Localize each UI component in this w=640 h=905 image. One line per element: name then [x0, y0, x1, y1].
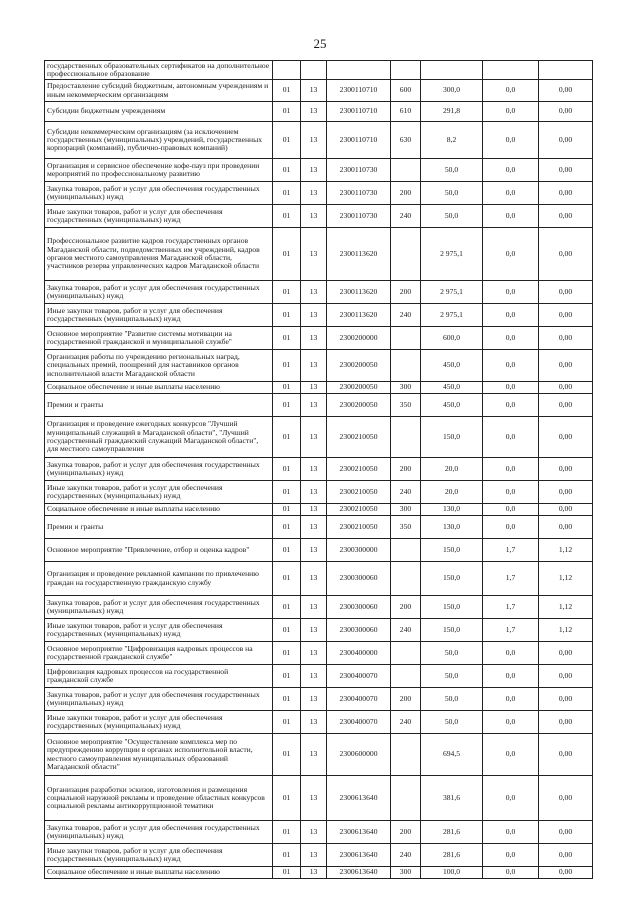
target-article-cell: 2300613640 — [327, 821, 391, 844]
amount-cell: 2 975,1 — [421, 281, 483, 304]
section-code-cell: 01 — [273, 458, 301, 481]
table-row — [45, 182, 593, 205]
subsection-code-cell: 13 — [301, 304, 327, 327]
amount-cell-2: 0,0 — [483, 734, 539, 776]
target-article-cell: 2300300000 — [327, 539, 391, 562]
table-row — [45, 228, 593, 281]
target-article-cell: 2300113620 — [327, 304, 391, 327]
section-code-cell: 01 — [273, 688, 301, 711]
subsection-code-cell: 13 — [301, 821, 327, 844]
section-code-cell: 01 — [273, 80, 301, 102]
amount-cell-2: 0,0 — [483, 102, 539, 122]
section-code-cell: 01 — [273, 596, 301, 619]
row-name-cell: Основное мероприятие "Развитие системы мотивации на государственной гражданской и муниципальной службе" — [45, 327, 273, 350]
target-article-cell: 2300300060 — [327, 596, 391, 619]
row-name-cell: Организация работы по учреждению региональных наград, специальных премий, поощрений для наставников органов исполнительной власти Магаданской области — [45, 350, 273, 382]
expense-type-cell — [391, 159, 421, 182]
target-article-cell: 2300613640 — [327, 867, 391, 879]
amount-cell: 450,0 — [421, 394, 483, 417]
row-name-cell: Закупка товаров, работ и услуг для обеспечения государственных (муниципальных) нужд — [45, 182, 273, 205]
amount-cell: 381,6 — [421, 776, 483, 821]
target-article-cell: 2300113620 — [327, 228, 391, 281]
amount-cell-2: 0,0 — [483, 711, 539, 734]
expense-type-cell — [391, 228, 421, 281]
expense-type-cell: 240 — [391, 304, 421, 327]
amount-cell-3: 1,12 — [539, 539, 593, 562]
row-name-cell: Социальное обеспечение и иные выплаты населению — [45, 867, 273, 879]
expense-type-cell: 600 — [391, 80, 421, 102]
table-row — [45, 711, 593, 734]
section-code-cell: 01 — [273, 228, 301, 281]
amount-cell-3: 0,00 — [539, 205, 593, 228]
table-row — [45, 327, 593, 350]
amount-cell-2: 0,0 — [483, 350, 539, 382]
amount-cell: 291,8 — [421, 102, 483, 122]
table-row — [45, 844, 593, 867]
amount-cell: 50,0 — [421, 642, 483, 665]
section-code-cell: 01 — [273, 539, 301, 562]
target-article-cell: 2300613640 — [327, 844, 391, 867]
expense-type-cell: 240 — [391, 619, 421, 642]
target-article-cell: 2300613640 — [327, 776, 391, 821]
amount-cell-2: 0,0 — [483, 394, 539, 417]
expense-type-cell — [391, 642, 421, 665]
amount-cell: 281,6 — [421, 844, 483, 867]
amount-cell: 130,0 — [421, 504, 483, 516]
row-name-cell: Организация и проведение рекламной кампании по привлечению граждан на государственную гражданскую службу — [45, 562, 273, 596]
amount-cell-3: 0,00 — [539, 417, 593, 458]
table-row — [45, 619, 593, 642]
row-name-cell: Субсидии бюджетным учреждениям — [45, 102, 273, 122]
row-name-cell: Социальное обеспечение и иные выплаты населению — [45, 504, 273, 516]
target-article-cell: 2300110710 — [327, 80, 391, 102]
row-name-cell: Основное мероприятие "Привлечение, отбор и оценка кадров" — [45, 539, 273, 562]
amount-cell: 450,0 — [421, 350, 483, 382]
amount-cell-2: 0,0 — [483, 382, 539, 394]
target-article-cell: 2300200050 — [327, 394, 391, 417]
row-name-cell: государственных образовательных сертификатов на дополнительное профессиональное образование — [45, 61, 273, 80]
amount-cell: 50,0 — [421, 711, 483, 734]
section-code-cell: 01 — [273, 665, 301, 688]
subsection-code-cell: 13 — [301, 159, 327, 182]
table-row — [45, 61, 593, 80]
subsection-code-cell: 13 — [301, 516, 327, 539]
amount-cell-2: 1,7 — [483, 562, 539, 596]
expense-type-cell — [391, 327, 421, 350]
amount-cell-2: 0,0 — [483, 776, 539, 821]
expense-type-cell: 630 — [391, 122, 421, 159]
subsection-code-cell: 13 — [301, 80, 327, 102]
section-code-cell: 01 — [273, 821, 301, 844]
amount-cell-3: 0,00 — [539, 350, 593, 382]
expense-type-cell: 300 — [391, 382, 421, 394]
subsection-code-cell: 13 — [301, 504, 327, 516]
amount-cell-2: 0,0 — [483, 481, 539, 504]
amount-cell: 50,0 — [421, 182, 483, 205]
amount-cell: 2 975,1 — [421, 228, 483, 281]
amount-cell-3: 0,00 — [539, 394, 593, 417]
budget-table-body — [45, 61, 593, 879]
target-article-cell: 2300110730 — [327, 205, 391, 228]
expense-type-cell — [391, 562, 421, 596]
row-name-cell: Организация разработки эскизов, изготовления и размещения социальной наружной рекламы и проведение областных конкурсов социальной рекламы антикоррупционной тематики — [45, 776, 273, 821]
amount-cell-3: 0,00 — [539, 382, 593, 394]
amount-cell-3: 0,00 — [539, 122, 593, 159]
table-row — [45, 642, 593, 665]
amount-cell: 600,0 — [421, 327, 483, 350]
budget-table — [44, 60, 593, 879]
table-row — [45, 304, 593, 327]
amount-cell-3: 0,00 — [539, 159, 593, 182]
amount-cell-3: 0,00 — [539, 327, 593, 350]
amount-cell: 20,0 — [421, 458, 483, 481]
expense-type-cell: 200 — [391, 281, 421, 304]
amount-cell-3: 0,00 — [539, 281, 593, 304]
amount-cell-2: 0,0 — [483, 642, 539, 665]
amount-cell-3: 0,00 — [539, 516, 593, 539]
target-article-cell: 2300110730 — [327, 182, 391, 205]
row-name-cell: Предоставление субсидий бюджетным, автономным учреждениям и иным некоммерческим организациям — [45, 80, 273, 102]
amount-cell: 2 975,1 — [421, 304, 483, 327]
amount-cell-2: 0,0 — [483, 665, 539, 688]
budget-table-container — [44, 60, 592, 879]
amount-cell-3: 0,00 — [539, 80, 593, 102]
table-row — [45, 102, 593, 122]
subsection-code-cell: 13 — [301, 281, 327, 304]
row-name-cell: Закупка товаров, работ и услуг для обеспечения государственных (муниципальных) нужд — [45, 688, 273, 711]
expense-type-cell — [391, 776, 421, 821]
row-name-cell: Иные закупки товаров, работ и услуг для обеспечения государственных (муниципальных) нужд — [45, 844, 273, 867]
amount-cell-3 — [539, 61, 593, 80]
table-row — [45, 394, 593, 417]
section-code-cell: 01 — [273, 776, 301, 821]
subsection-code-cell: 13 — [301, 665, 327, 688]
subsection-code-cell: 13 — [301, 102, 327, 122]
expense-type-cell: 240 — [391, 711, 421, 734]
expense-type-cell: 240 — [391, 205, 421, 228]
amount-cell-3: 1,12 — [539, 562, 593, 596]
amount-cell-2: 0,0 — [483, 182, 539, 205]
row-name-cell: Иные закупки товаров, работ и услуг для обеспечения государственных (муниципальных) нужд — [45, 619, 273, 642]
row-name-cell: Цифровизация кадровых процессов на государственной гражданской службе — [45, 665, 273, 688]
expense-type-cell — [391, 734, 421, 776]
subsection-code-cell: 13 — [301, 122, 327, 159]
amount-cell: 281,6 — [421, 821, 483, 844]
amount-cell-2: 0,0 — [483, 281, 539, 304]
amount-cell-2 — [483, 61, 539, 80]
amount-cell-3: 1,12 — [539, 619, 593, 642]
amount-cell-3: 0,00 — [539, 734, 593, 776]
section-code-cell: 01 — [273, 642, 301, 665]
row-name-cell: Премии и гранты — [45, 394, 273, 417]
amount-cell — [421, 61, 483, 80]
amount-cell-3: 0,00 — [539, 688, 593, 711]
subsection-code-cell: 13 — [301, 327, 327, 350]
table-row — [45, 458, 593, 481]
section-code-cell: 01 — [273, 122, 301, 159]
amount-cell: 50,0 — [421, 205, 483, 228]
subsection-code-cell: 13 — [301, 844, 327, 867]
table-row — [45, 596, 593, 619]
section-code-cell: 01 — [273, 394, 301, 417]
target-article-cell: 2300400070 — [327, 711, 391, 734]
section-code-cell: 01 — [273, 327, 301, 350]
amount-cell-2: 0,0 — [483, 504, 539, 516]
section-code-cell: 01 — [273, 417, 301, 458]
row-name-cell: Закупка товаров, работ и услуг для обеспечения государственных (муниципальных) нужд — [45, 596, 273, 619]
amount-cell-3: 0,00 — [539, 304, 593, 327]
amount-cell-2: 0,0 — [483, 122, 539, 159]
target-article-cell — [327, 61, 391, 80]
amount-cell-2: 0,0 — [483, 205, 539, 228]
expense-type-cell: 200 — [391, 182, 421, 205]
section-code-cell: 01 — [273, 562, 301, 596]
amount-cell-2: 0,0 — [483, 228, 539, 281]
row-name-cell: Иные закупки товаров, работ и услуг для обеспечения государственных (муниципальных) нужд — [45, 711, 273, 734]
amount-cell: 50,0 — [421, 688, 483, 711]
amount-cell: 100,0 — [421, 867, 483, 879]
section-code-cell: 01 — [273, 504, 301, 516]
amount-cell-3: 0,00 — [539, 102, 593, 122]
row-name-cell: Иные закупки товаров, работ и услуг для обеспечения государственных (муниципальных) нужд — [45, 304, 273, 327]
amount-cell: 50,0 — [421, 665, 483, 688]
amount-cell-2: 0,0 — [483, 417, 539, 458]
expense-type-cell: 350 — [391, 516, 421, 539]
subsection-code-cell: 13 — [301, 382, 327, 394]
subsection-code-cell: 13 — [301, 205, 327, 228]
amount-cell-3: 0,00 — [539, 481, 593, 504]
table-row — [45, 504, 593, 516]
section-code-cell: 01 — [273, 350, 301, 382]
subsection-code-cell: 13 — [301, 688, 327, 711]
subsection-code-cell: 13 — [301, 867, 327, 879]
expense-type-cell — [391, 61, 421, 80]
amount-cell-2: 0,0 — [483, 821, 539, 844]
expense-type-cell: 200 — [391, 821, 421, 844]
target-article-cell: 2300110730 — [327, 159, 391, 182]
amount-cell-3: 0,00 — [539, 504, 593, 516]
table-row — [45, 734, 593, 776]
amount-cell-2: 0,0 — [483, 159, 539, 182]
amount-cell-2: 0,0 — [483, 688, 539, 711]
table-row — [45, 159, 593, 182]
table-row — [45, 382, 593, 394]
amount-cell-2: 0,0 — [483, 516, 539, 539]
amount-cell: 50,0 — [421, 159, 483, 182]
target-article-cell: 2300200050 — [327, 350, 391, 382]
section-code-cell: 01 — [273, 734, 301, 776]
subsection-code-cell: 13 — [301, 458, 327, 481]
amount-cell-3: 0,00 — [539, 867, 593, 879]
section-code-cell: 01 — [273, 844, 301, 867]
target-article-cell: 2300200000 — [327, 327, 391, 350]
section-code-cell: 01 — [273, 619, 301, 642]
amount-cell-3: 0,00 — [539, 458, 593, 481]
section-code-cell: 01 — [273, 205, 301, 228]
amount-cell-2: 0,0 — [483, 458, 539, 481]
target-article-cell: 2300210050 — [327, 516, 391, 539]
row-name-cell: Основное мероприятие "Цифровизация кадровых процессов на государственной гражданской службе" — [45, 642, 273, 665]
table-row — [45, 80, 593, 102]
table-row — [45, 688, 593, 711]
row-name-cell: Субсидии некоммерческим организациям (за исключением государственных (муниципальных) учреждений, государственных корпораций (компаний), публично-правовых компаний) — [45, 122, 273, 159]
amount-cell-2: 0,0 — [483, 867, 539, 879]
table-row — [45, 776, 593, 821]
table-row — [45, 417, 593, 458]
subsection-code-cell: 13 — [301, 734, 327, 776]
target-article-cell: 2300210050 — [327, 417, 391, 458]
section-code-cell: 01 — [273, 304, 301, 327]
expense-type-cell — [391, 539, 421, 562]
expense-type-cell: 610 — [391, 102, 421, 122]
expense-type-cell: 240 — [391, 481, 421, 504]
amount-cell-2: 1,7 — [483, 539, 539, 562]
amount-cell-3: 0,00 — [539, 228, 593, 281]
target-article-cell: 2300300060 — [327, 619, 391, 642]
amount-cell-2: 0,0 — [483, 80, 539, 102]
amount-cell-2: 0,0 — [483, 304, 539, 327]
table-row — [45, 562, 593, 596]
section-code-cell: 01 — [273, 159, 301, 182]
amount-cell-3: 1,12 — [539, 596, 593, 619]
table-row — [45, 821, 593, 844]
amount-cell: 694,5 — [421, 734, 483, 776]
expense-type-cell: 300 — [391, 504, 421, 516]
target-article-cell: 2300210050 — [327, 458, 391, 481]
subsection-code-cell: 13 — [301, 619, 327, 642]
amount-cell: 300,0 — [421, 80, 483, 102]
table-row — [45, 281, 593, 304]
section-code-cell: 01 — [273, 516, 301, 539]
amount-cell: 20,0 — [421, 481, 483, 504]
subsection-code-cell: 13 — [301, 562, 327, 596]
subsection-code-cell: 13 — [301, 539, 327, 562]
target-article-cell: 2300400070 — [327, 688, 391, 711]
section-code-cell — [273, 61, 301, 80]
section-code-cell: 01 — [273, 481, 301, 504]
amount-cell-3: 0,00 — [539, 665, 593, 688]
target-article-cell: 2300200050 — [327, 382, 391, 394]
row-name-cell: Закупка товаров, работ и услуг для обеспечения государственных (муниципальных) нужд — [45, 821, 273, 844]
row-name-cell: Закупка товаров, работ и услуг для обеспечения государственных (муниципальных) нужд — [45, 281, 273, 304]
expense-type-cell: 300 — [391, 867, 421, 879]
amount-cell-2: 0,0 — [483, 327, 539, 350]
target-article-cell: 2300113620 — [327, 281, 391, 304]
amount-cell-3: 0,00 — [539, 844, 593, 867]
target-article-cell: 2300400070 — [327, 665, 391, 688]
table-row — [45, 665, 593, 688]
amount-cell-2: 0,0 — [483, 844, 539, 867]
subsection-code-cell: 13 — [301, 481, 327, 504]
row-name-cell: Профессиональное развитие кадров государственных органов Магаданской области, подведомственных им учреждений, кадров органов местного самоуправления Магаданской области, участников резерва управленческих кадров Магаданской области — [45, 228, 273, 281]
section-code-cell: 01 — [273, 711, 301, 734]
subsection-code-cell: 13 — [301, 394, 327, 417]
amount-cell: 450,0 — [421, 382, 483, 394]
section-code-cell: 01 — [273, 867, 301, 879]
expense-type-cell: 350 — [391, 394, 421, 417]
amount-cell: 150,0 — [421, 539, 483, 562]
table-row — [45, 516, 593, 539]
row-name-cell: Иные закупки товаров, работ и услуг для обеспечения государственных (муниципальных) нужд — [45, 205, 273, 228]
target-article-cell: 2300400000 — [327, 642, 391, 665]
row-name-cell: Социальное обеспечение и иные выплаты населению — [45, 382, 273, 394]
target-article-cell: 2300210050 — [327, 481, 391, 504]
amount-cell: 150,0 — [421, 562, 483, 596]
row-name-cell: Организация и проведение ежегодных конкурсов "Лучший муниципальный служащий в Магаданской области", "Лучший государственный гражданский служащий Магаданской области", для местного самоуправления — [45, 417, 273, 458]
table-row — [45, 481, 593, 504]
expense-type-cell — [391, 350, 421, 382]
target-article-cell: 2300110710 — [327, 122, 391, 159]
table-row — [45, 539, 593, 562]
expense-type-cell — [391, 665, 421, 688]
subsection-code-cell: 13 — [301, 182, 327, 205]
amount-cell-2: 1,7 — [483, 596, 539, 619]
row-name-cell: Закупка товаров, работ и услуг для обеспечения государственных (муниципальных) нужд — [45, 458, 273, 481]
table-row — [45, 350, 593, 382]
subsection-code-cell: 13 — [301, 350, 327, 382]
amount-cell: 150,0 — [421, 417, 483, 458]
row-name-cell: Основное мероприятие "Осуществление комплекса мер по предупреждению коррупции в органах исполнительной власти, местного самоуправления муниципальных образований Магаданской области" — [45, 734, 273, 776]
table-row — [45, 122, 593, 159]
target-article-cell: 2300300060 — [327, 562, 391, 596]
subsection-code-cell: 13 — [301, 417, 327, 458]
amount-cell-2: 1,7 — [483, 619, 539, 642]
target-article-cell: 2300110710 — [327, 102, 391, 122]
subsection-code-cell: 13 — [301, 711, 327, 734]
expense-type-cell — [391, 417, 421, 458]
expense-type-cell: 200 — [391, 688, 421, 711]
amount-cell-3: 0,00 — [539, 182, 593, 205]
page-number: 25 — [313, 36, 327, 51]
subsection-code-cell: 13 — [301, 776, 327, 821]
row-name-cell: Иные закупки товаров, работ и услуг для обеспечения государственных (муниципальных) нужд — [45, 481, 273, 504]
subsection-code-cell: 13 — [301, 596, 327, 619]
amount-cell: 150,0 — [421, 596, 483, 619]
expense-type-cell: 200 — [391, 596, 421, 619]
amount-cell: 150,0 — [421, 619, 483, 642]
amount-cell-3: 0,00 — [539, 821, 593, 844]
expense-type-cell: 200 — [391, 458, 421, 481]
amount-cell-3: 0,00 — [539, 642, 593, 665]
row-name-cell: Организация и сервисное обеспечение кофе-пауз при проведении мероприятий по профессиональному развитию — [45, 159, 273, 182]
section-code-cell: 01 — [273, 182, 301, 205]
target-article-cell: 2300210050 — [327, 504, 391, 516]
expense-type-cell: 240 — [391, 844, 421, 867]
table-row — [45, 867, 593, 879]
section-code-cell: 01 — [273, 382, 301, 394]
subsection-code-cell: 13 — [301, 228, 327, 281]
subsection-code-cell: 13 — [301, 642, 327, 665]
section-code-cell: 01 — [273, 102, 301, 122]
section-code-cell: 01 — [273, 281, 301, 304]
table-row — [45, 205, 593, 228]
amount-cell-3: 0,00 — [539, 776, 593, 821]
row-name-cell: Премии и гранты — [45, 516, 273, 539]
subsection-code-cell — [301, 61, 327, 80]
amount-cell: 8,2 — [421, 122, 483, 159]
amount-cell: 130,0 — [421, 516, 483, 539]
target-article-cell: 2300600000 — [327, 734, 391, 776]
amount-cell-3: 0,00 — [539, 711, 593, 734]
